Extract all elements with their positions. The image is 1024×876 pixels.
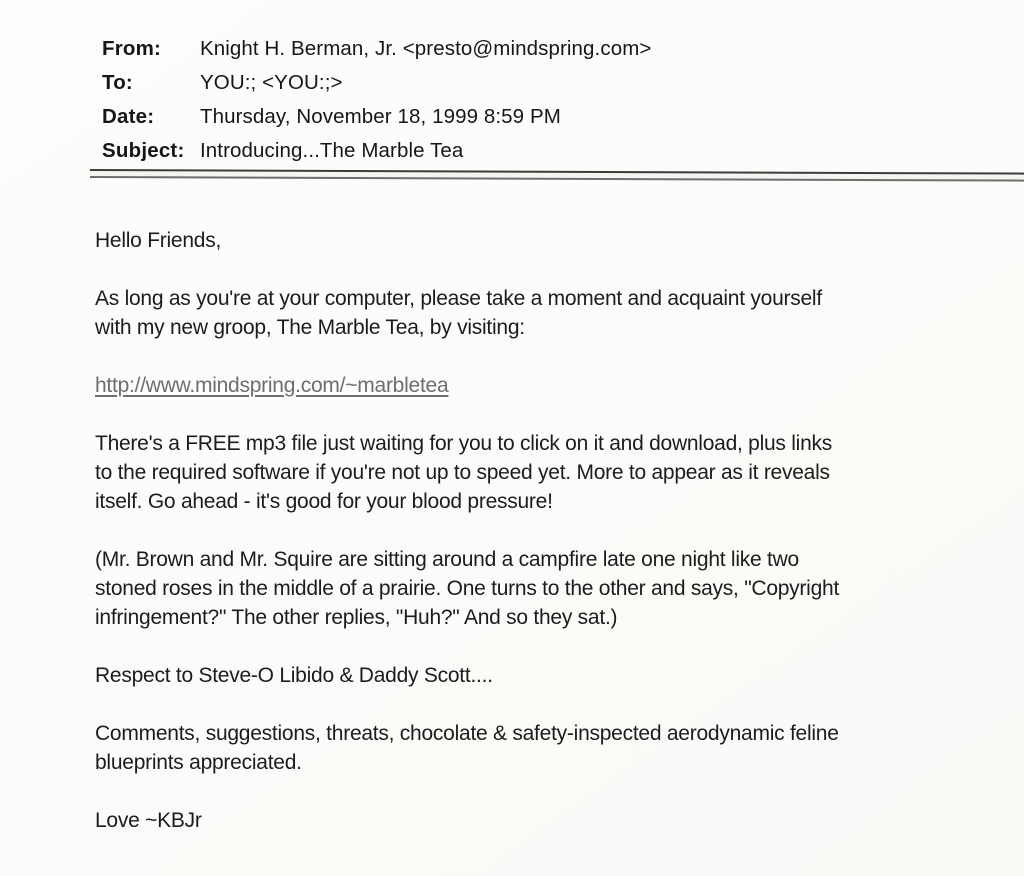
header-row-from [102, 38, 922, 60]
signoff-line: Love ~KBJr [95, 809, 202, 832]
comments-paragraph: Comments, suggestions, threats, chocolate & safety-inspected aerodynamic feline blueprints appreciated. [95, 722, 839, 774]
link-line [95, 371, 840, 400]
header-row-subject [102, 140, 922, 162]
from-value: Knight H. Berman, Jr. <presto@mindspring.com> [200, 37, 652, 60]
mp3-paragraph: There's a FREE mp3 file just waiting for you to click on it and download, plus links to the required software if you're not up to speed yet. More to appear as it reveals itself. Go ahead - it's good for your blood pressure! [95, 432, 833, 513]
subject-value: Introducing...The Marble Tea [200, 139, 464, 162]
date-label: Date: [102, 105, 155, 128]
greeting-line: Hello Friends, [95, 229, 222, 252]
subject-label: Subject: [102, 139, 185, 162]
respect-line: Respect to Steve-O Libido & Daddy Scott.... [95, 664, 493, 687]
header-row-to [102, 72, 922, 94]
email-header-block [102, 38, 922, 174]
to-value: YOU:; <YOU:;> [200, 71, 343, 94]
date-value: Thursday, November 18, 1999 8:59 PM [200, 105, 561, 128]
from-label: From: [102, 37, 162, 60]
marbletea-url-link[interactable]: http://www.mindspring.com/~marbletea [95, 374, 449, 397]
campfire-story-paragraph: (Mr. Brown and Mr. Squire are sitting around a campfire late one night like two stoned roses in the middle of a prairie. One turns to the other and says, "Copyright infringement?" The other replies, "Huh?" And so they sat.) [95, 548, 840, 629]
email-body [95, 226, 840, 864]
to-label: To: [102, 71, 133, 94]
header-row-date [102, 106, 922, 128]
intro-paragraph: As long as you're at your computer, please take a moment and acquaint yourself with my new groop, The Marble Tea, by visiting: [95, 287, 822, 339]
